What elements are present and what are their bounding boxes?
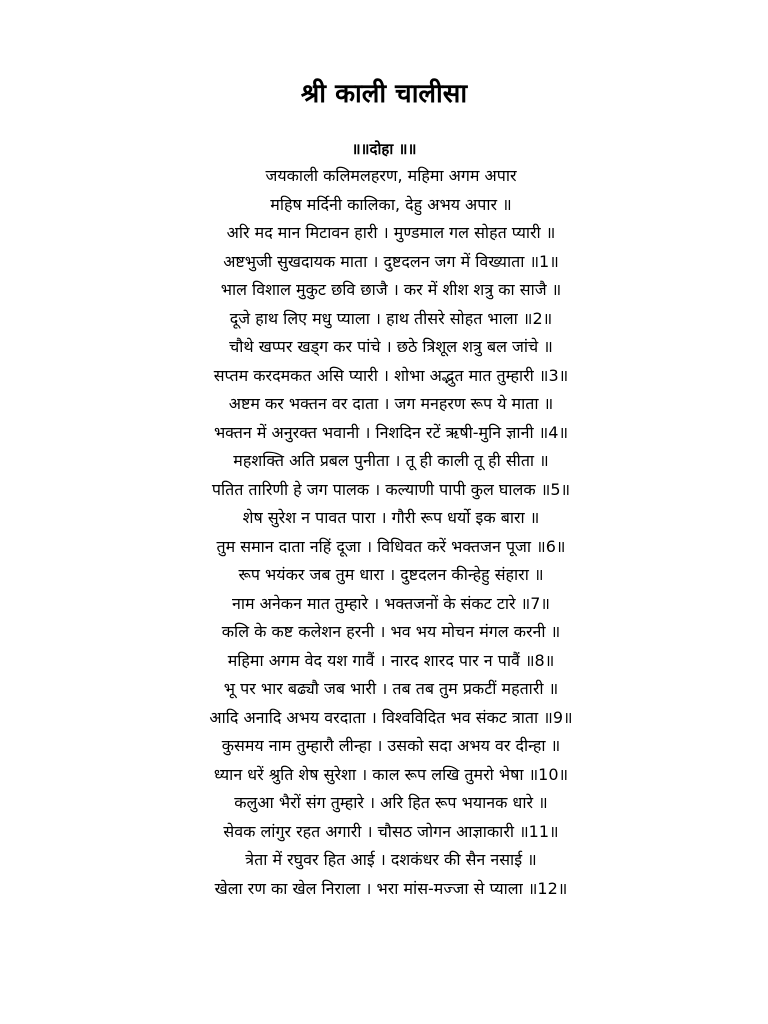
verse-line: त्रेता में रघुवर हित आई । दशकंधर की सैन नसाई ॥ [245, 850, 537, 869]
verse-line: भू पर भार बढ्यौ जब भारी । तब तब तुम प्रकटीं महतारी ॥ [223, 679, 559, 698]
verse-line: भक्तन में अनुरक्त भवानी । निशदिन रटें ऋषी-मुनि ज्ञानी ॥4॥ [213, 422, 569, 442]
page-title: श्री काली चालीसा [300, 79, 468, 109]
doha-heading: ॥॥दोहा ॥॥ [351, 140, 417, 158]
verse-line: ध्यान धरें श्रुति शेष सुरेशा । काल रूप लखि तुमरो भेषा ॥10॥ [213, 764, 569, 784]
verse-line: भाल विशाल मुकुट छवि छाजै । कर में शीश शत्रु का साजै ॥ [220, 280, 562, 299]
verse-line: कलुआ भैरों संग तुम्हारे । अरि हित रूप भयानक धारे ॥ [234, 793, 548, 812]
verse-line: दूजे हाथ लिए मधु प्याला । हाथ तीसरे सोहत भाला ॥2॥ [229, 308, 553, 328]
verse-line: चौथे खप्पर खड्ग कर पांचे । छठे त्रिशूल शत्रु बल जांचे ॥ [229, 337, 553, 356]
verse-line: कुसमय नाम तुम्हारौ लीन्हा । उसको सदा अभय वर दीन्हा ॥ [221, 736, 561, 755]
verse-line: रूप भयंकर जब तुम धारा । दुष्टदलन कीन्हेहु संहारा ॥ [238, 565, 544, 584]
verse-list [0, 162, 768, 903]
verse-line: अष्टम कर भक्तन वर दाता । जग मनहरण रूप ये माता ॥ [228, 394, 554, 413]
verse-line: महशक्ति अति प्रबल पुनीता । तू ही काली तू ही सीता ॥ [233, 451, 549, 470]
verse-line: खेला रण का खेल निराला । भरा मांस-मज्जा से प्याला ॥12॥ [214, 878, 568, 898]
verse-line: शेष सुरेश न पावत पारा । गौरी रूप धर्यो इक बारा ॥ [242, 508, 540, 527]
verse-line: नाम अनेकन मात तुम्हारे । भक्तजनों के संकट टारे ॥7॥ [231, 593, 551, 613]
verse-line: महिष मर्दिनी कालिका, देहु अभय अपार ॥ [270, 194, 512, 214]
verse-line: महिमा अगम वेद यश गावैं । नारद शारद पार न पावैं ॥8॥ [227, 650, 555, 670]
verse-line: तुम समान दाता नहिं दूजा । विधिवत करें भक्तजन पूजा ॥6॥ [216, 536, 566, 556]
verse-line: सेवक लांगुर रहत अगारी । चौसठ जोगन आज्ञाकारी ॥11॥ [223, 821, 559, 841]
verse-line: जयकाली कलिमलहरण, महिमा अगम अपार [265, 166, 517, 185]
verse-line: अरि मद मान मिटावन हारी । मुण्डमाल गल सोहत प्यारी ॥ [226, 223, 556, 242]
verse-line: अष्टभुजी सुखदायक माता । दुष्टदलन जग में विख्याता ॥1॥ [223, 251, 559, 271]
verse-line: सप्तम करदमकत असि प्यारी । शोभा अद्भुत मात तुम्हारी ॥3॥ [213, 365, 569, 385]
verse-line: पतित तारिणी हे जग पालक । कल्याणी पापी कुल घालक ॥5॥ [211, 479, 571, 499]
verse-line: कलि के कष्ट कलेशन हरनी । भव भय मोचन मंगल करनी ॥ [221, 622, 561, 641]
verse-line: आदि अनादि अभय वरदाता । विश्वविदित भव संकट त्राता ॥9॥ [209, 707, 573, 727]
